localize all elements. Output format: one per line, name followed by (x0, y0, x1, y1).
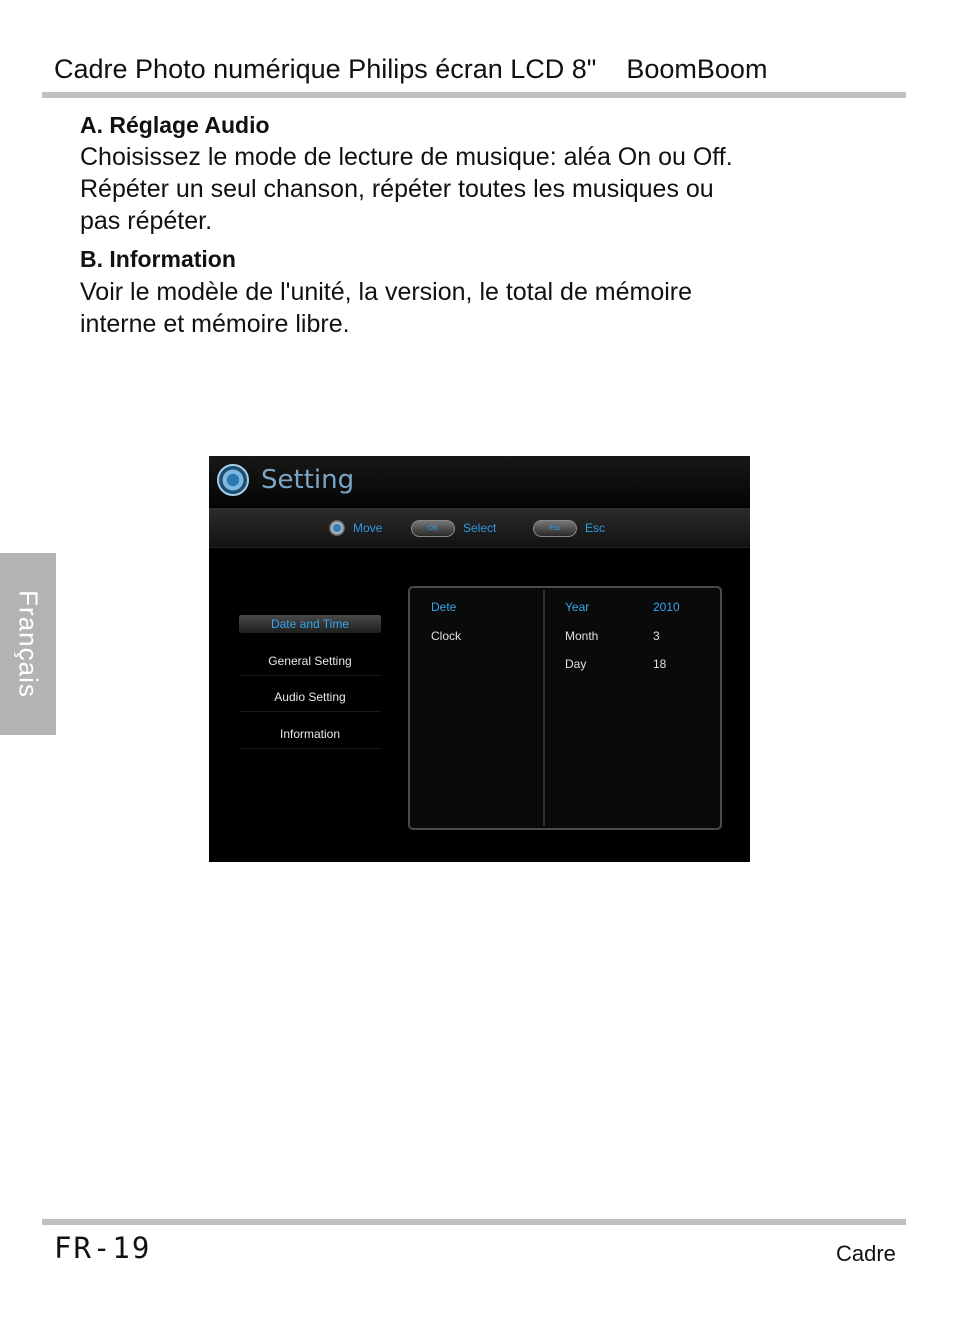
menu-item-information: Information (239, 720, 381, 749)
menu-item-audio-setting: Audio Setting (239, 683, 381, 712)
menu-item-date-and-time: Date and Time (239, 615, 381, 633)
body-line: Voir le modèle de l'unité, la version, le total de mémoire (80, 278, 693, 306)
section-heading-audio: A. Réglage Audio (80, 112, 270, 138)
panel-value-day: 18 (653, 657, 667, 671)
screenshot-header (209, 456, 750, 506)
panel-divider (543, 590, 545, 826)
language-tab-label: Français (13, 590, 44, 698)
esc-key-icon: Esc (533, 520, 577, 537)
body-line: pas répéter. (80, 207, 213, 235)
hint-select: Select (463, 521, 497, 535)
language-tab (0, 553, 56, 735)
hint-esc: Esc (585, 521, 606, 535)
panel-label-day: Day (565, 657, 587, 671)
hint-bar (209, 508, 750, 548)
header-title: Cadre Photo numérique Philips écran LCD 8" (54, 54, 597, 84)
page-number: FR-19 (54, 1231, 152, 1265)
body-line: interne et mémoire libre. (80, 310, 350, 338)
section-body-information (80, 276, 840, 340)
panel-left-date: Dete (431, 600, 457, 614)
date-time-panel (408, 586, 722, 830)
body-line: Répéter un seul chanson, répéter toutes les musiques ou (80, 175, 714, 203)
section-heading-information: B. Information (80, 246, 236, 272)
panel-label-year: Year (565, 600, 590, 614)
footer-label: Cadre (836, 1241, 896, 1266)
gear-icon (217, 464, 249, 496)
menu-item-general-setting: General Setting (239, 647, 381, 676)
joystick-icon (329, 520, 345, 536)
panel-value-year: 2010 (653, 600, 680, 614)
section-body-audio (80, 141, 840, 237)
settings-screenshot (209, 456, 750, 862)
header-model: BoomBoom (626, 54, 768, 84)
ok-key-icon: OK (411, 520, 455, 537)
footer-rule (42, 1219, 906, 1225)
panel-label-month: Month (565, 629, 599, 643)
page-header (54, 54, 767, 85)
header-rule (42, 92, 906, 98)
panel-left-clock: Clock (431, 629, 462, 643)
panel-value-month: 3 (653, 629, 660, 643)
screenshot-title: Setting (261, 465, 355, 495)
body-line: Choisissez le mode de lecture de musique: aléa On ou Off. (80, 143, 733, 171)
hint-move: Move (353, 521, 383, 535)
